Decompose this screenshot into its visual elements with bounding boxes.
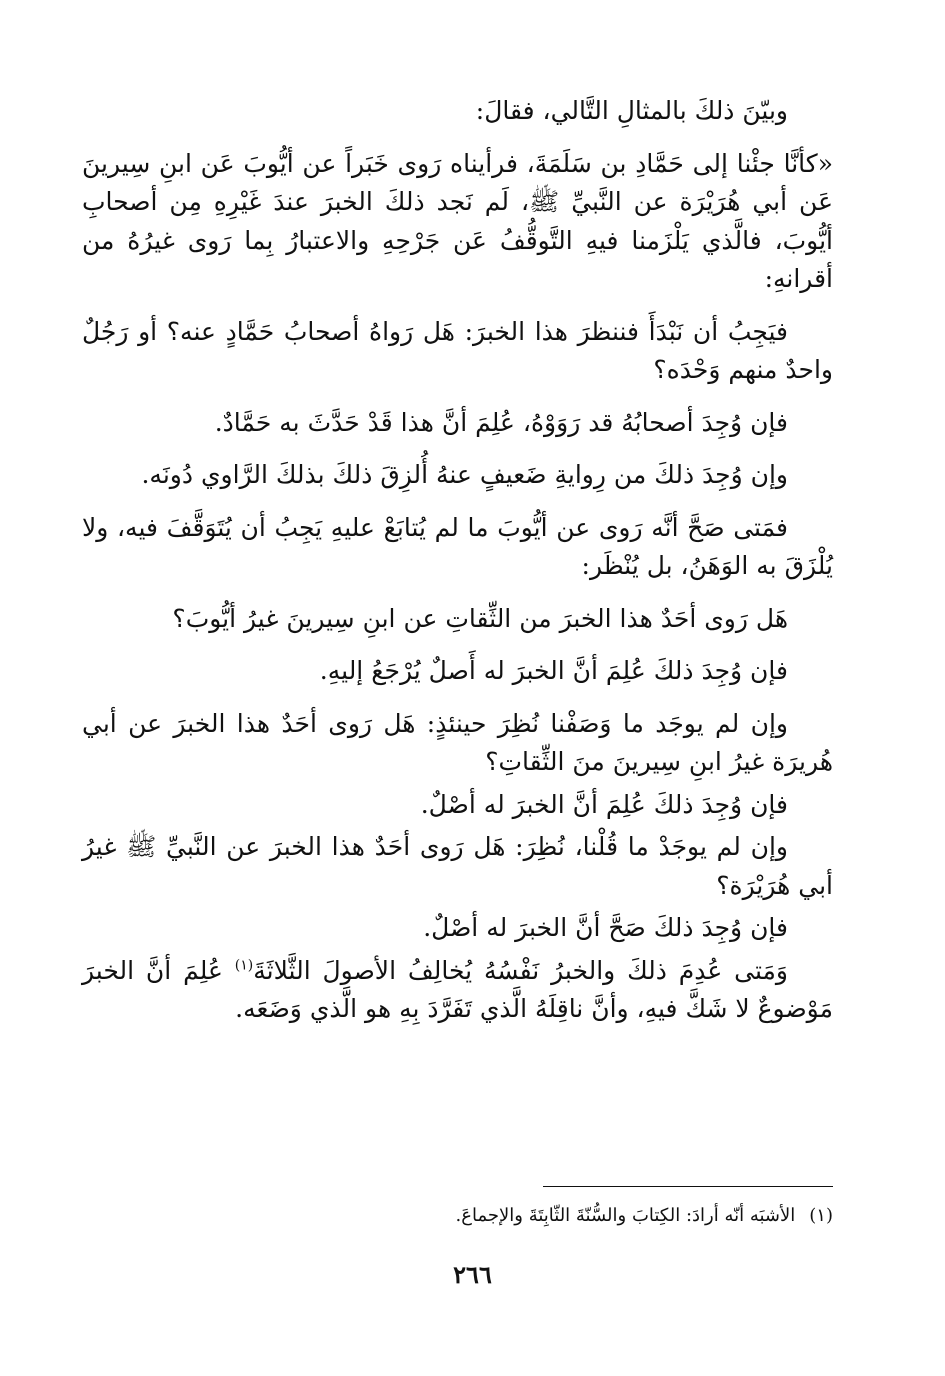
footnote-number: (١): [809, 1205, 833, 1226]
footnote-reference: (١): [234, 957, 254, 974]
paragraph-with-footnote: [82, 952, 833, 1029]
paragraph-part: عُلِمَ أنَّ الخبرَ مَوْضوعٌ لا شَكَّ فيهِ، وأنَّ ناقِلَهُ الَّذي تَفَرَّدَ بِهِ هو الَّذي وَضَعَه.: [82, 955, 833, 1023]
paragraph: فمَتى صَحَّ أنَّه رَوى عن أيُّوبَ ما لم يُتابَعْ عليهِ يَجِبُ أن يُتَوَقَّفَ فيه، ولا يُلْزَقَ به الوَهَنُ، بل يُنْظَر:: [82, 512, 833, 580]
quotation-paragraph: «كأنَّا جئْنا إلى حَمَّادِ بن سَلَمَةَ، فرأيناه رَوى خَبَراً عن أيُّوبَ عَن ابنِ سِيرينَ عَن أبي هُرَيْرَة عن النَّبيِّ ﷺ، لَم نَجد ذلكَ الخبرَ عندَ غَيْرِهِ مِن أصحابِ أيُّوبَ، فالَّذي يَلْزَمنا فيهِ التَّوقُّفُ عَن جَرْحِهِ والاعتبارُ بِما رَوى غيرُهُ من أقرانهِ:: [82, 148, 833, 293]
paragraph: فإن وُجِدَ أصحابُهُ قد رَوَوْهُ، عُلِمَ أنَّ هذا قَدْ حَدَّثَ به حَمَّادٌ.: [214, 407, 788, 437]
paragraph: وإن وُجِدَ ذلكَ من رِوايةِ ضَعيفٍ عنهُ أُلزِقَ ذلكَ بذلكَ الرَّاوي دُونَه.: [141, 460, 788, 489]
footnote-divider: [543, 1186, 833, 1187]
page-number: ٢٦٦: [453, 1260, 492, 1289]
paragraph: فيَجِبُ أن نَبْدَأَ فننظرَ هذا الخبرَ: هَل رَواهُ أصحابُ حَمَّادٍ عنه؟ أو رَجُلٌ واحدٌ منهم وَحْدَه؟: [82, 316, 833, 384]
paragraph: هَل رَوى أحَدٌ هذا الخبرَ من الثِّقاتِ عن ابنِ سِيرينَ غيرُ أيُّوبَ؟: [172, 603, 788, 633]
paragraph: وبيّنَ ذلكَ بالمثالِ التَّالي، فقالَ:: [475, 96, 788, 125]
paragraph: فإن وُجِدَ ذلكَ عُلِمَ أنَّ الخبرَ له أصْلٌ.: [420, 789, 788, 819]
paragraph: وإن لم يوجَد ما وَصَفْنا نُظِرَ حينئذٍ: هَل رَوى أحَدٌ هذا الخبرَ عن أبي هُريرَة غيرُ ابنِ سِيرينَ منَ الثِّقاتِ؟: [82, 708, 833, 776]
paragraph: فإن وُجِدَ ذلكَ عُلِمَ أنَّ الخبرَ له أَصلٌ يُرْجَعُ إليهِ.: [319, 656, 788, 685]
main-text: [82, 92, 833, 1029]
paragraph-part: وَمَتى عُدِمَ ذلكَ والخبرُ نَفْسُهُ يُخالِفُ الأصولَ الثَّلاثَةَ: [253, 955, 788, 985]
paragraph: وإن لم يوجَدْ ما قُلْنا، نُظِرَ: هَل رَوى أحَدٌ هذا الخبرَ عن النَّبيِّ ﷺ غيرُ أبي هُرَيْرَة؟: [82, 832, 833, 900]
paragraph: فإن وُجِدَ ذلكَ صَحَّ أنَّ الخبرَ له أصْلٌ.: [423, 913, 788, 942]
footnote-text: الأشبَه أنّه أرادَ: الكِتابَ والسُّنّةَ الثّابِتَةَ والإجماعَ.: [455, 1205, 796, 1226]
footnote: [82, 1202, 833, 1230]
